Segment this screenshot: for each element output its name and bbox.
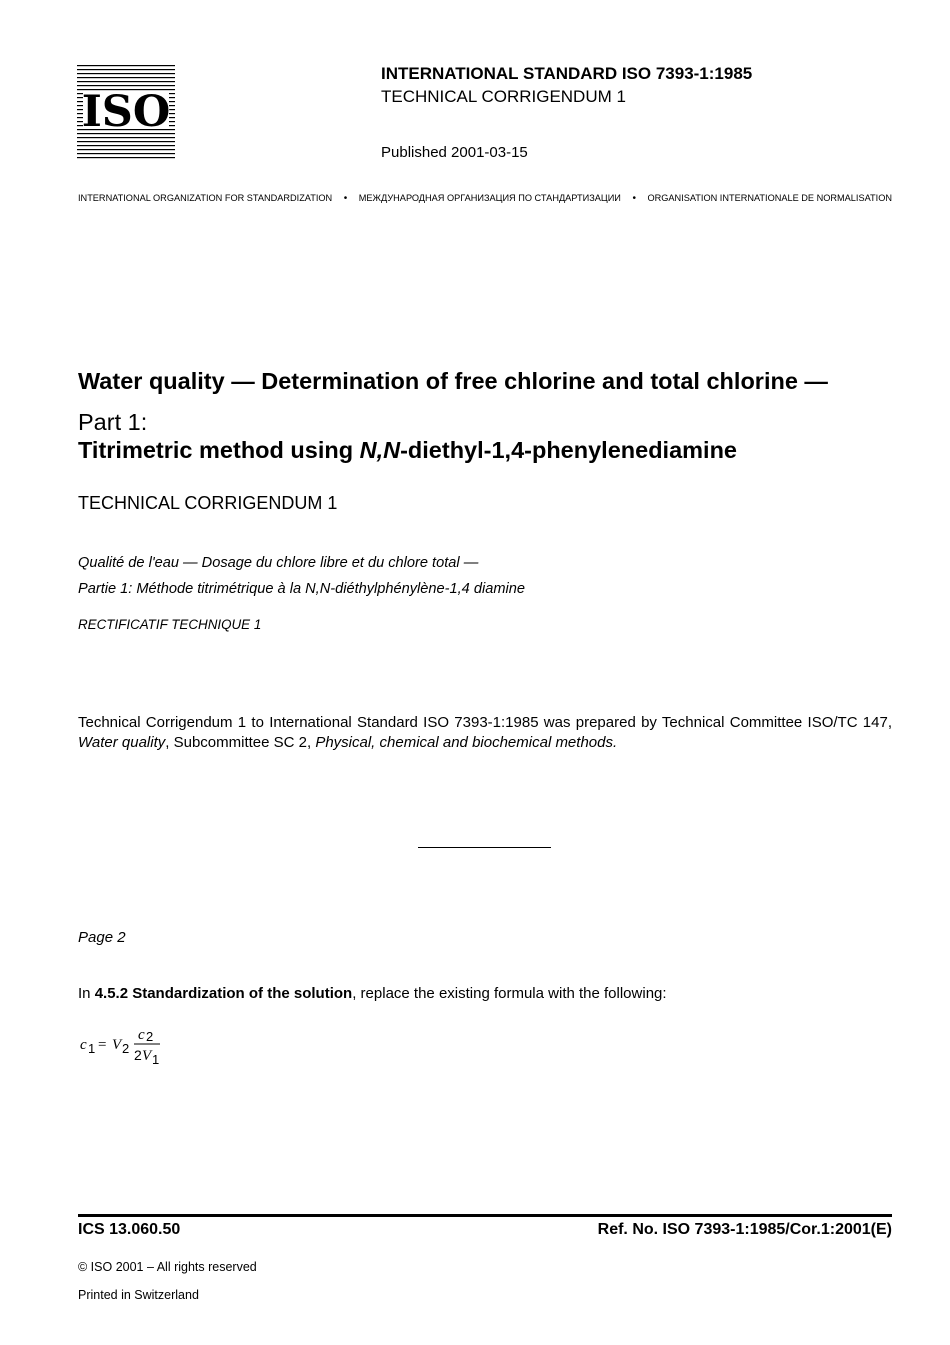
org-name-french: ORGANISATION INTERNATIONALE DE NORMALISATION — [647, 193, 892, 203]
formula-lhs-sub: 1 — [88, 1041, 96, 1056]
org-separator: • — [343, 193, 348, 204]
formula-lhs-var: c — [80, 1037, 87, 1053]
formula-den-coef: 2 — [134, 1047, 142, 1063]
formula-equals: = — [98, 1037, 107, 1053]
org-name-english: INTERNATIONAL ORGANIZATION FOR STANDARDIZATION — [78, 193, 333, 203]
intro-italic-subcommittee: Physical, chemical and biochemical methods. — [315, 734, 618, 751]
part-title — [78, 437, 737, 464]
published-date: Published 2001-03-15 — [381, 144, 528, 161]
formula-v-sub: 2 — [122, 1041, 130, 1056]
corrigendum-label: TECHNICAL CORRIGENDUM 1 — [78, 493, 338, 513]
correction-instruction — [78, 985, 667, 1002]
standard-title: INTERNATIONAL STANDARD ISO 7393-1:1985 — [381, 64, 753, 83]
formula-num-sub: 2 — [146, 1029, 154, 1044]
rectificatif-label: RECTIFICATIF TECHNIQUE 1 — [78, 617, 262, 632]
org-name-russian: МЕЖДУНАРОДНАЯ ОРГАНИЗАЦИЯ ПО СТАНДАРТИЗАЦИИ — [358, 193, 621, 203]
main-title: Water quality — Determination of free chlorine and total chlorine — — [78, 368, 828, 394]
formula-den-var: V — [142, 1048, 152, 1064]
part-title-italic: N,N — [359, 437, 401, 463]
formula-v-var: V — [112, 1037, 122, 1053]
iso-logo — [77, 65, 175, 159]
formula-num-var: c — [138, 1027, 145, 1043]
french-title-line1: Qualité de l'eau — Dosage du chlore libre et du chlore total — — [78, 555, 479, 571]
ics-code: ICS 13.060.50 — [78, 1221, 181, 1238]
intro-text: Technical Corrigendum 1 to International Standard ISO 7393-1:1985 was prepared by Technical Committee ISO/TC 147, — [78, 714, 892, 731]
intro-text: , Subcommittee SC 2, — [165, 734, 316, 751]
footer-rule — [78, 1214, 892, 1217]
reference-number: Ref. No. ISO 7393-1:1985/Cor.1:2001(E) — [597, 1221, 892, 1238]
organization-names — [78, 193, 892, 204]
instruction-clause: 4.5.2 Standardization of the solution — [94, 985, 353, 1002]
part-label: Part 1: — [78, 409, 148, 435]
part-title-suffix: -diethyl-1,4-phenylenediamine — [400, 437, 737, 463]
printed-location: Printed in Switzerland — [78, 1288, 199, 1302]
intro-paragraph — [78, 713, 892, 753]
french-title-line2: Partie 1: Méthode titrimétrique à la N,N-diéthylphénylène-1,4 diamine — [78, 581, 525, 597]
formula-den-sub: 1 — [152, 1052, 160, 1067]
part-title-prefix: Titrimetric method using — [78, 437, 360, 463]
corrigendum-label-header: TECHNICAL CORRIGENDUM 1 — [381, 87, 626, 106]
logo-text: ISO — [81, 87, 171, 137]
copyright-notice: © ISO 2001 – All rights reserved — [78, 1260, 257, 1274]
instruction-text: In — [78, 985, 95, 1002]
org-separator: • — [632, 193, 636, 204]
instruction-text: , replace the existing formula with the following: — [352, 985, 667, 1002]
separator-line — [418, 847, 551, 848]
formula — [80, 1026, 200, 1070]
page-reference: Page 2 — [78, 929, 126, 946]
intro-italic-committee: Water quality — [78, 734, 166, 751]
